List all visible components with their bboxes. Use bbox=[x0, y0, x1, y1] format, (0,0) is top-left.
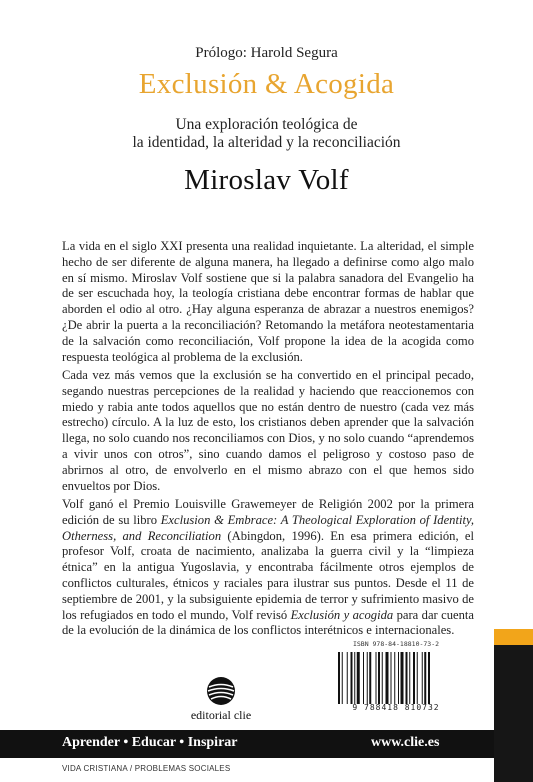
barcode-bar bbox=[338, 652, 340, 704]
clie-globe-logo-icon bbox=[206, 676, 236, 706]
prologue-credit: Prólogo: Harold Segura bbox=[195, 45, 338, 61]
barcode-bar bbox=[398, 652, 399, 704]
blurb-paragraph-1: La vida en el siglo XXI presenta una realidad inquietante. La alteridad, el simple hecho de ser diferente de alguna manera, ha llegado a definirse como algo malo en sí mismo. Miroslav Volf sostiene que si la palabra sanadora del Evangelio ha de ser escuchada hoy, la teología cristiana debe encontrar formas de hablar que aborden el odio al otro. ¿Hay alguna esperanza de abrazar a nuestros enemigos? ¿De abrir la puerta a la reconciliación? Retomando la metáfora neotestamentaria de la salvación como reconciliación, Volf propone la idea de la acogida como respuesta teológica al problema de la exclusión. bbox=[62, 239, 474, 364]
subtitle-line-1: Una exploración teológica de bbox=[175, 116, 358, 133]
spine-side-tab bbox=[494, 629, 533, 782]
barcode-bar bbox=[363, 652, 364, 704]
barcode-bar bbox=[342, 652, 343, 704]
barcode-bar bbox=[351, 652, 353, 704]
book-category: VIDA CRISTIANA / PROBLEMAS SOCIALES bbox=[62, 764, 231, 773]
barcode-bar bbox=[417, 652, 418, 704]
publisher-website: www.clie.es bbox=[371, 735, 440, 750]
barcode-bar bbox=[354, 652, 355, 704]
barcode-bar bbox=[347, 652, 348, 704]
subtitle-line-2: la identidad, la alteridad y la reconciliación bbox=[132, 133, 401, 151]
barcode-bar bbox=[378, 652, 380, 704]
barcode-bar bbox=[413, 652, 415, 704]
p3-text-e: para dar cuenta de la evolución de la dinámica de los conflictos interétnicos e internacionales. bbox=[62, 607, 474, 638]
barcode-bar bbox=[357, 652, 360, 704]
blurb-paragraph-2: Cada vez más vemos que la exclusión se ha convertido en el principal pecado, segando nuestras percepciones de la realidad y haciendo que reaccionemos con miedo y rabia ante todos aquellos que no están dentro de nuestro (cada vez más estrecho) círculo. A la luz de esto, los cristianos deben aprender que la salvación llega, no solo cuando nos reconciliamos con Dios, y no solo cuando “aprendemos a vivir unos con otros”, sino cuando damos el peligroso y costoso paso de abrirnos al otro, de envolverlo en el mismo abrazo con el que hemos sido envueltos por Dios. bbox=[62, 368, 474, 493]
barcode-bar bbox=[424, 652, 426, 704]
p3-book-title-english: Exclusion & Embrace: A Theological Exploration of Identity, Otherness, and Reconciliation bbox=[62, 512, 474, 543]
barcode-bar bbox=[391, 652, 392, 704]
barcode-bar bbox=[394, 652, 395, 704]
barcode-bar bbox=[422, 652, 423, 704]
barcode-bar bbox=[428, 652, 430, 704]
barcode-bar bbox=[367, 652, 368, 704]
book-title: Exclusión & Acogida bbox=[138, 68, 395, 100]
barcode-icon bbox=[337, 652, 455, 704]
barcode-bar bbox=[386, 652, 389, 704]
barcode-bar bbox=[382, 652, 383, 704]
barcode-bar bbox=[401, 652, 404, 704]
side-tab-accent bbox=[494, 629, 533, 645]
barcode-digits: 9 788418 810732 bbox=[352, 703, 440, 712]
publisher-motto: Aprender • Educar • Inspirar bbox=[62, 735, 238, 750]
publisher-name: editorial clie bbox=[190, 708, 252, 722]
barcode-bar bbox=[409, 652, 410, 704]
p3-book-title-spanish: Exclusión y acogida bbox=[290, 607, 394, 622]
barcode-bar bbox=[406, 652, 408, 704]
barcode-bar bbox=[369, 652, 371, 704]
blurb-paragraph-3 bbox=[62, 497, 474, 639]
barcode-bar bbox=[376, 652, 377, 704]
p3-text-c: (Abingdon, 1996). En esa primera edición, el profesor Volf, croata de nacimiento, analizaba la guerra civil y la “limpieza étnica” en la antigua Yugoslavia, y encontraba fácilmente otros ejemplos de conflictos culturales, étnicos y raciales para ilustrar sus puntos. Desde el 11 de septiembre de 2001, y la subsiguiente epidemia de terror y sufrimiento masivo de los refugiados en todo el mundo, Volf revisó bbox=[62, 528, 474, 622]
p3-text-a: Volf ganó el Premio Louisville Grawemeyer de Religión 2002 por la primera edición de su libro bbox=[62, 497, 474, 527]
isbn-barcode-block bbox=[323, 640, 469, 711]
book-subtitle bbox=[0, 116, 533, 151]
isbn-number: ISBN 978-84-18810-73-2 bbox=[352, 640, 440, 648]
author-name: Miroslav Volf bbox=[184, 164, 349, 196]
